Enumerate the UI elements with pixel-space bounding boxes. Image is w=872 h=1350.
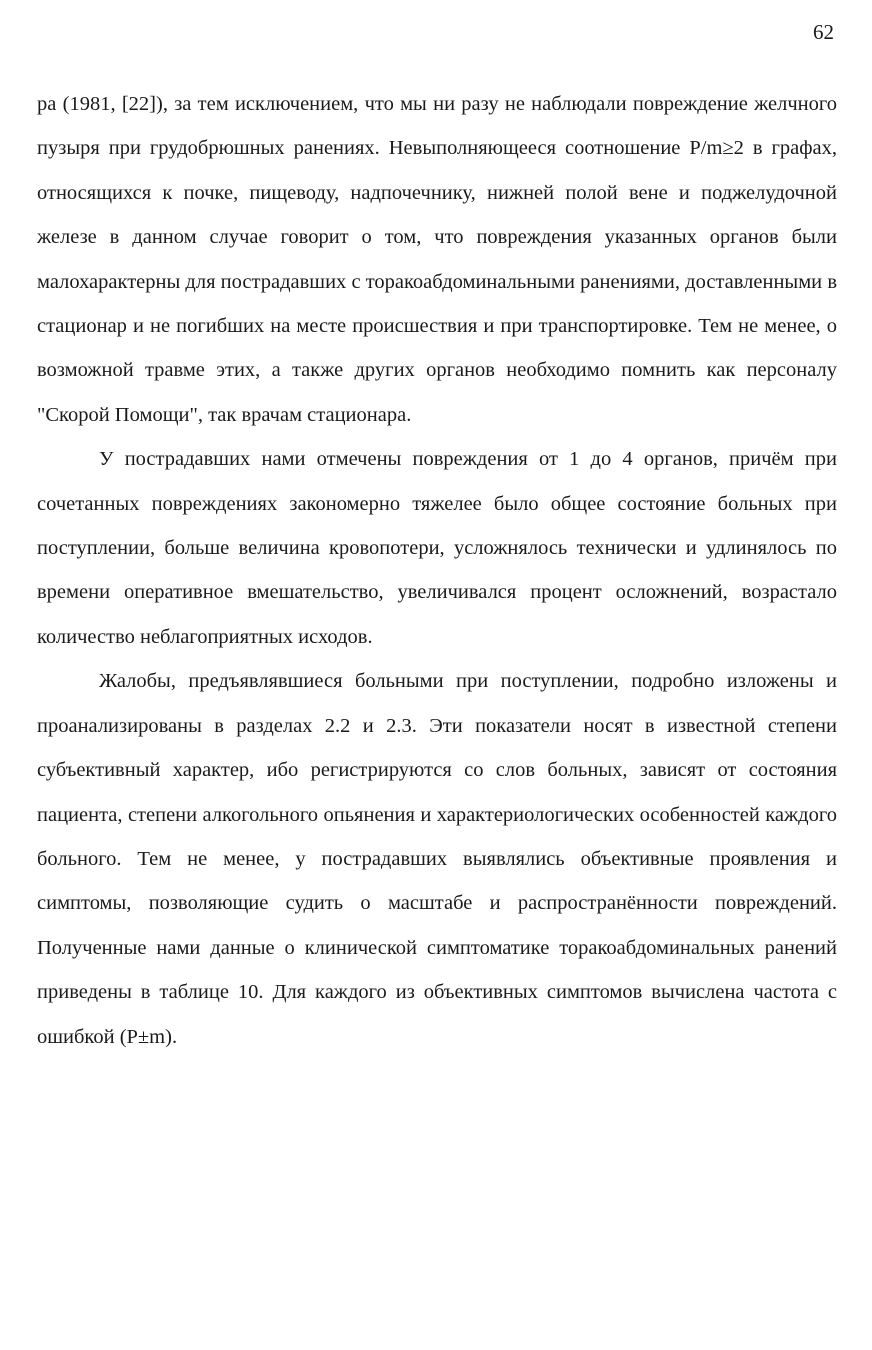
paragraph-injuries: У пострадавших нами отмечены повреждения от 1 до 4 органов, причём при сочетанных повреждениях закономерно тяжелее было общее состояние больных при поступлении, больше величина кровопотери, усложнялось технически и удлинялось по времени оперативное вмешательство, увеличивался процент осложнений, возрастало количество неблагоприятных исходов. (37, 448, 837, 648)
page-number: 62 (813, 20, 834, 44)
paragraph-continuation: ра (1981, [22]), за тем исключением, что мы ни разу не наблюдали повреждение желчного пузыря при грудобрюшных ранениях. Невыполняющееся соотношение P/m≥2 в графах, относящихся к почке, пищеводу, надпочечнику, нижней полой вене и поджелудочной железе в данном случае говорит о том, что повреждения указанных органов были малохарактерны для пострадавших с торакоабдоминальными ранениями, доставленными в стационар и не погибших на месте происшествия и при транспортировке. Тем не менее, о возможной травме этих, а также других органов необходимо помнить как персоналу "Скорой Помощи", так врачам стационара. (37, 93, 837, 426)
text-body (37, 82, 837, 1059)
paragraph-complaints: Жалобы, предъявлявшиеся больными при поступлении, подробно изложены и проанализированы в разделах 2.2 и 2.3. Эти показатели носят в известной степени субъективный характер, ибо регистрируются со слов больных, зависят от состояния пациента, степени алкогольного опьянения и характериологических особенностей каждого больного. Тем не менее, у пострадавших выявлялись объективные проявления и симптомы, позволяющие судить о масштабе и распространённости повреждений. Полученные нами данные о клинической симптоматике торакоабдоминальных ранений приведены в таблице 10. Для каждого из объективных симптомов вычислена частота с ошибкой (P±m). (37, 670, 837, 1048)
